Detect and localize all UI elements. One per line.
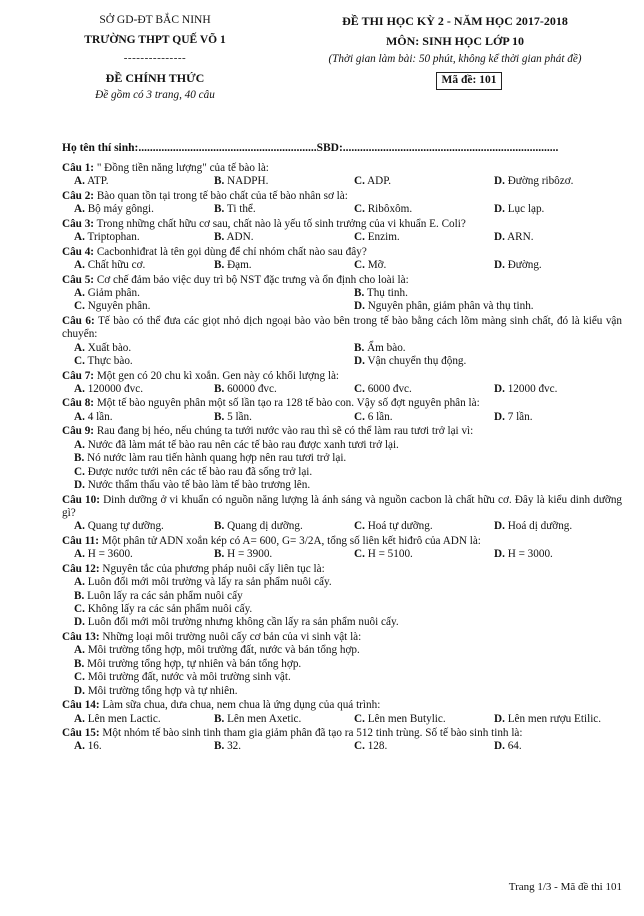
option-letter: D. [74, 684, 85, 697]
exam-code-box: Mã đề: 101 [436, 72, 503, 90]
answer-option [62, 671, 622, 684]
option-letter: B. [214, 410, 225, 423]
answer-option [342, 203, 482, 216]
option-letter: A. [74, 548, 85, 561]
option-text: Bộ máy gôngi. [87, 203, 154, 216]
option-letter: B. [214, 712, 225, 725]
option-text: Ribôxôm. [367, 203, 413, 216]
option-letter: D. [494, 175, 505, 188]
question-3 [62, 218, 622, 245]
option-letter: C. [74, 465, 85, 478]
question-text: " Đồng tiền năng lượng" của tế bào là: [96, 162, 269, 174]
question-text: Dinh dưỡng ở vi khuẩn có nguồn năng lượng là ánh sáng và nguồn cacbon là chất hữu cơ. Đây là kiểu dinh dưỡng gì? [62, 493, 623, 519]
option-letter: A. [74, 644, 85, 657]
question-text: Cacbonhiđrat là tên gọi dùng để chỉ nhóm chất nào sau đây? [96, 245, 367, 258]
option-text: ARN. [507, 231, 534, 244]
option-letter: C. [354, 520, 365, 533]
question-text: Một nhóm tế bào sinh tinh tham gia giảm phân đã tạo ra 512 tinh trùng. Số tế bào sinh tinh là: [102, 726, 523, 739]
option-letter: C. [354, 712, 365, 725]
answer-option [62, 479, 622, 492]
option-letter: C. [354, 175, 365, 188]
option-text: ADP. [367, 175, 392, 188]
answer-option [342, 713, 482, 726]
answer-options [62, 287, 622, 314]
header-left [40, 14, 270, 103]
option-letter: B. [214, 548, 225, 561]
option-letter: B. [214, 175, 225, 188]
answer-option [482, 520, 622, 533]
option-text: Đường ribôzơ. [507, 175, 574, 188]
option-text: Môi trường tổng hợp, môi trường đất, nước và bán tổng hợp. [87, 644, 360, 657]
answer-option [482, 203, 622, 216]
option-text: Môi trường tổng hợp, tự nhiên và bán tổng hợp. [87, 657, 302, 670]
option-text: 64. [507, 740, 522, 753]
option-letter: C. [354, 548, 365, 561]
question-stem [62, 190, 622, 203]
question-stem [62, 370, 622, 383]
answer-option [62, 590, 622, 603]
question-number: Câu 13: [62, 630, 100, 643]
answer-options [62, 383, 622, 396]
option-text: Môi trường đất, nước và môi trường sinh vật. [87, 671, 291, 684]
option-text: 60000 đvc. [227, 383, 277, 395]
answer-options [62, 740, 622, 753]
option-letter: A. [74, 259, 85, 272]
department-name: SỞ GD-ĐT BẮC NINH [99, 14, 211, 26]
question-list [62, 162, 622, 755]
question-stem [62, 425, 622, 438]
option-text: 7 lần. [507, 410, 533, 423]
answer-options [62, 203, 622, 216]
option-text: 6 lần. [367, 410, 393, 423]
answer-option [202, 383, 342, 396]
answer-option [342, 175, 482, 188]
option-text: Thực bào. [87, 355, 133, 368]
option-text: Được nước tưới nên các tế bào rau đã sống trở lại. [87, 465, 313, 478]
answer-options [62, 713, 622, 726]
answer-option [62, 452, 622, 465]
answer-option [62, 740, 202, 753]
option-text: Hoá dị dưỡng. [507, 520, 573, 533]
candidate-info-line: Họ tên thí sinh:..............................................................SBD:........................................................................... [62, 142, 559, 154]
question-number: Câu 5: [62, 273, 95, 286]
option-text: Nó nước làm rau tiến hành quang hợp nên rau tươi trở lại. [87, 452, 347, 465]
answer-option [62, 520, 202, 533]
answer-options [62, 548, 622, 561]
question-stem [62, 699, 622, 712]
answer-option [202, 740, 342, 753]
option-letter: A. [74, 175, 85, 188]
question-15 [62, 727, 622, 754]
option-letter: D. [494, 203, 505, 216]
option-letter: B. [214, 520, 225, 533]
question-number: Câu 8: [62, 397, 95, 410]
question-stem [62, 631, 622, 644]
question-stem [62, 563, 622, 576]
question-12 [62, 563, 622, 630]
option-letter: B. [74, 589, 85, 602]
question-number: Câu 1: [62, 162, 95, 174]
option-text: 16. [87, 740, 102, 753]
question-4 [62, 246, 622, 273]
question-text: Rau đang bị héo, nếu chúng ta tưới nước vào rau thì sẽ có thể làm rau tươi trở lại vì: [96, 425, 474, 438]
question-stem [62, 274, 622, 287]
option-letter: D. [354, 355, 365, 368]
answer-options [62, 231, 622, 244]
option-text: 4 lần. [87, 410, 113, 423]
question-text: Một tế bào nguyên phân một số lần tạo ra 128 tế bào con. Vậy số đợt nguyên phân là: [96, 397, 480, 410]
answer-option [62, 175, 202, 188]
answer-option [62, 576, 622, 589]
answer-option [62, 439, 622, 452]
question-number: Câu 4: [62, 245, 95, 258]
option-text: Ẩm bào. [367, 341, 406, 354]
answer-option [482, 175, 622, 188]
option-letter: C. [74, 671, 85, 684]
question-text: Cơ chế đảm bảo việc duy trì bộ NST đặc trưng và ổn định cho loài là: [96, 273, 409, 286]
option-text: Lên men Axetic. [227, 712, 302, 725]
answer-options [62, 175, 622, 188]
question-10 [62, 494, 622, 534]
answer-options [62, 439, 622, 493]
option-letter: A. [74, 576, 85, 589]
official-label: ĐỀ CHÍNH THỨC [105, 70, 205, 85]
option-letter: C. [354, 259, 365, 272]
answer-options [62, 520, 622, 533]
option-text: Triptophan. [87, 231, 140, 244]
answer-option [62, 644, 622, 657]
question-number: Câu 11: [62, 534, 99, 547]
question-8 [62, 397, 622, 424]
question-text: Làm sữa chua, dưa chua, nem chua là ứng dụng của quá trình: [102, 699, 381, 712]
question-1 [62, 162, 622, 189]
answer-option [342, 740, 482, 753]
option-letter: B. [74, 452, 85, 465]
answer-option [202, 713, 342, 726]
question-13 [62, 631, 622, 698]
option-letter: A. [74, 712, 85, 725]
option-text: NADPH. [227, 175, 269, 188]
option-text: ADN. [226, 231, 254, 244]
option-text: Lên men Lactic. [87, 712, 161, 725]
option-text: Đường. [507, 259, 542, 272]
question-stem [62, 162, 622, 175]
question-stem [62, 397, 622, 410]
answer-option [482, 713, 622, 726]
answer-option [202, 259, 342, 272]
answer-options [62, 259, 622, 272]
option-text: Quang dị dưỡng. [227, 520, 303, 533]
answer-option [62, 383, 202, 396]
question-number: Câu 15: [62, 726, 100, 739]
answer-option [482, 740, 622, 753]
option-letter: D. [494, 740, 505, 753]
question-text: Nguyên tắc của phương pháp nuôi cấy liên tục là: [102, 562, 325, 575]
option-letter: C. [354, 740, 365, 753]
answer-option [202, 203, 342, 216]
option-text: Nước thẩm thấu vào tế bào làm tế bào trương lên. [87, 479, 311, 492]
question-stem [62, 494, 622, 521]
option-text: 120000 đvc. [87, 383, 143, 395]
answer-option [62, 300, 342, 313]
option-text: ATP. [87, 175, 109, 188]
question-11 [62, 535, 622, 562]
question-number: Câu 9: [62, 425, 95, 438]
question-9 [62, 425, 622, 492]
answer-option [202, 175, 342, 188]
option-letter: A. [74, 341, 85, 354]
option-text: Lục lạp. [507, 203, 545, 216]
option-text: Luôn đổi mới môi trường nhưng không cần lấy ra sản phẩm nuôi cấy. [87, 616, 399, 629]
option-text: Không lấy ra các sản phẩm nuôi cấy. [87, 603, 253, 615]
answer-option [62, 603, 622, 616]
option-text: Xuất bào. [87, 341, 132, 354]
option-text: Lên men rượu Etilic. [507, 712, 602, 725]
option-letter: C. [74, 300, 85, 313]
answer-options [62, 576, 622, 630]
option-text: Vận chuyển thụ động. [367, 355, 467, 368]
answer-option [482, 383, 622, 396]
answer-option [342, 287, 622, 300]
option-text: Đạm. [227, 259, 252, 272]
option-letter: A. [74, 231, 85, 244]
option-letter: D. [354, 300, 365, 313]
option-text: Mỡ. [367, 259, 387, 272]
question-14 [62, 699, 622, 726]
option-letter: D. [74, 616, 85, 629]
option-letter: C. [74, 603, 85, 615]
option-text: 6000 đvc. [367, 383, 412, 395]
option-text: H = 3000. [507, 548, 553, 561]
option-letter: C. [354, 383, 365, 395]
answer-option [62, 411, 202, 424]
question-number: Câu 6: [62, 314, 95, 327]
question-text: Trong những chất hữu cơ sau, chất nào là yếu tố sinh trưởng của vi khuẩn E. Coli? [96, 217, 466, 230]
question-number: Câu 14: [62, 699, 100, 712]
option-text: Nguyên phân. [87, 300, 151, 313]
question-number: Câu 7: [62, 369, 95, 382]
answer-option [342, 342, 622, 355]
option-text: 128. [367, 740, 388, 753]
option-letter: C. [354, 410, 365, 423]
answer-option [62, 203, 202, 216]
option-text: Lên men Butylic. [367, 712, 446, 725]
option-letter: A. [74, 520, 85, 533]
answer-option [482, 231, 622, 244]
question-5 [62, 274, 622, 314]
option-letter: B. [354, 286, 365, 299]
answer-option [342, 383, 482, 396]
answer-option [482, 411, 622, 424]
question-6 [62, 315, 622, 369]
answer-option [62, 342, 342, 355]
option-text: Môi trường tổng hợp và tự nhiên. [87, 684, 238, 697]
option-letter: B. [214, 203, 225, 216]
option-text: Quang tự dưỡng. [87, 520, 164, 533]
option-text: Giảm phân. [87, 286, 140, 299]
option-text: Luôn đổi mới môi trường và lấy ra sản phẩm nuôi cấy. [87, 576, 332, 589]
page-footer: Trang 1/3 - Mã đề thi 101 [508, 881, 622, 893]
option-letter: B. [74, 657, 85, 670]
option-letter: B. [214, 383, 225, 395]
answer-options [62, 411, 622, 424]
option-letter: A. [74, 203, 85, 216]
option-text: Thụ tinh. [366, 286, 408, 299]
option-text: Luôn lấy ra các sản phẩm nuôi cấy [87, 589, 243, 602]
question-text: Một gen có 20 chu kì xoắn. Gen này có khối lượng là: [96, 369, 340, 382]
question-stem [62, 246, 622, 259]
question-text: Một phân tử ADN xoắn kép có A= 600, G= 3/2A, tổng số liên kết hiđrô của ADN là: [101, 534, 481, 547]
option-text: Chất hữu cơ. [87, 259, 146, 272]
option-letter: D. [494, 259, 505, 272]
option-letter: C. [74, 355, 85, 368]
school-name: TRƯỜNG THPT QUẾ VÕ 1 [84, 33, 226, 46]
option-text: H = 3900. [227, 548, 273, 561]
answer-option [62, 355, 342, 368]
duration-note: (Thời gian làm bài: 50 phút, không kể thời gian phát đề) [328, 52, 582, 65]
option-text: Enzim. [367, 231, 400, 244]
option-letter: D. [74, 479, 85, 492]
answer-option [62, 231, 202, 244]
option-letter: D. [494, 383, 505, 395]
option-letter: A. [74, 383, 85, 395]
option-letter: C. [354, 203, 365, 216]
option-letter: C. [354, 231, 365, 244]
question-stem [62, 218, 622, 231]
question-text: Những loại môi trường nuôi cấy cơ bản của vi sinh vật là: [102, 630, 362, 643]
answer-option [202, 520, 342, 533]
page-count-note: Đề gồm có 3 trang, 40 câu [95, 89, 215, 102]
answer-option [342, 300, 622, 313]
answer-option [482, 548, 622, 561]
answer-option [62, 466, 622, 479]
question-number: Câu 3: [62, 217, 95, 230]
answer-option [62, 658, 622, 671]
option-letter: A. [74, 438, 85, 451]
question-number: Câu 12: [62, 562, 100, 575]
question-number: Câu 2: [62, 189, 95, 202]
answer-option [342, 355, 622, 368]
answer-options [62, 342, 622, 369]
option-text: Ti thể. [226, 203, 256, 216]
option-letter: A. [74, 410, 85, 423]
option-letter: D. [494, 548, 505, 561]
answer-options [62, 644, 622, 698]
answer-option [342, 259, 482, 272]
answer-option [62, 287, 342, 300]
question-stem [62, 727, 622, 740]
answer-option [62, 259, 202, 272]
header-right [290, 14, 620, 90]
answer-option [62, 548, 202, 561]
answer-option [342, 411, 482, 424]
option-text: Hoá tự dưỡng. [367, 520, 433, 533]
question-7 [62, 370, 622, 397]
question-stem [62, 315, 622, 342]
option-letter: B. [214, 231, 225, 244]
answer-option [342, 231, 482, 244]
option-letter: B. [214, 259, 225, 272]
answer-option [62, 685, 622, 698]
option-text: 5 lần. [227, 410, 252, 423]
divider-dashes: --------------- [123, 51, 187, 64]
question-stem [62, 535, 622, 548]
option-letter: A. [74, 740, 85, 753]
question-number: Câu 10: [62, 493, 100, 506]
option-text: 32. [227, 740, 242, 753]
option-text: H = 3600. [87, 548, 133, 561]
answer-option [342, 520, 482, 533]
option-text: Nước đã làm mát tế bào rau nên các tế bào rau được xanh tươi trở lại. [87, 438, 399, 451]
option-text: 12000 đvc. [507, 383, 558, 395]
answer-option [342, 548, 482, 561]
option-letter: B. [354, 341, 365, 354]
subject-title: MÔN: SINH HỌC LỚP 10 [385, 34, 524, 49]
option-text: H = 5100. [367, 548, 413, 561]
answer-option [202, 231, 342, 244]
option-letter: B. [214, 740, 225, 753]
option-text: Nguyên phân, giảm phân và thụ tinh. [367, 300, 534, 313]
option-letter: D. [494, 520, 505, 533]
option-letter: D. [494, 231, 505, 244]
exam-title: ĐỀ THI HỌC KỲ 2 - NĂM HỌC 2017-2018 [342, 14, 568, 28]
option-letter: D. [494, 712, 505, 725]
answer-option [202, 548, 342, 561]
option-letter: A. [74, 286, 85, 299]
question-text: Bào quan tồn tại trong tế bào chất của tế bào nhân sơ là: [96, 189, 348, 202]
question-text: Tế bào có thể đưa các giọt nhỏ dịch ngoại bào vào bên trong tế bào bằng cách lõm màng sinh chất, đó là kiểu vận chuyển: [62, 314, 622, 341]
answer-option [482, 259, 622, 272]
question-2 [62, 190, 622, 217]
option-letter: D. [494, 410, 505, 423]
answer-option [62, 713, 202, 726]
answer-option [202, 411, 342, 424]
answer-option [62, 616, 622, 629]
